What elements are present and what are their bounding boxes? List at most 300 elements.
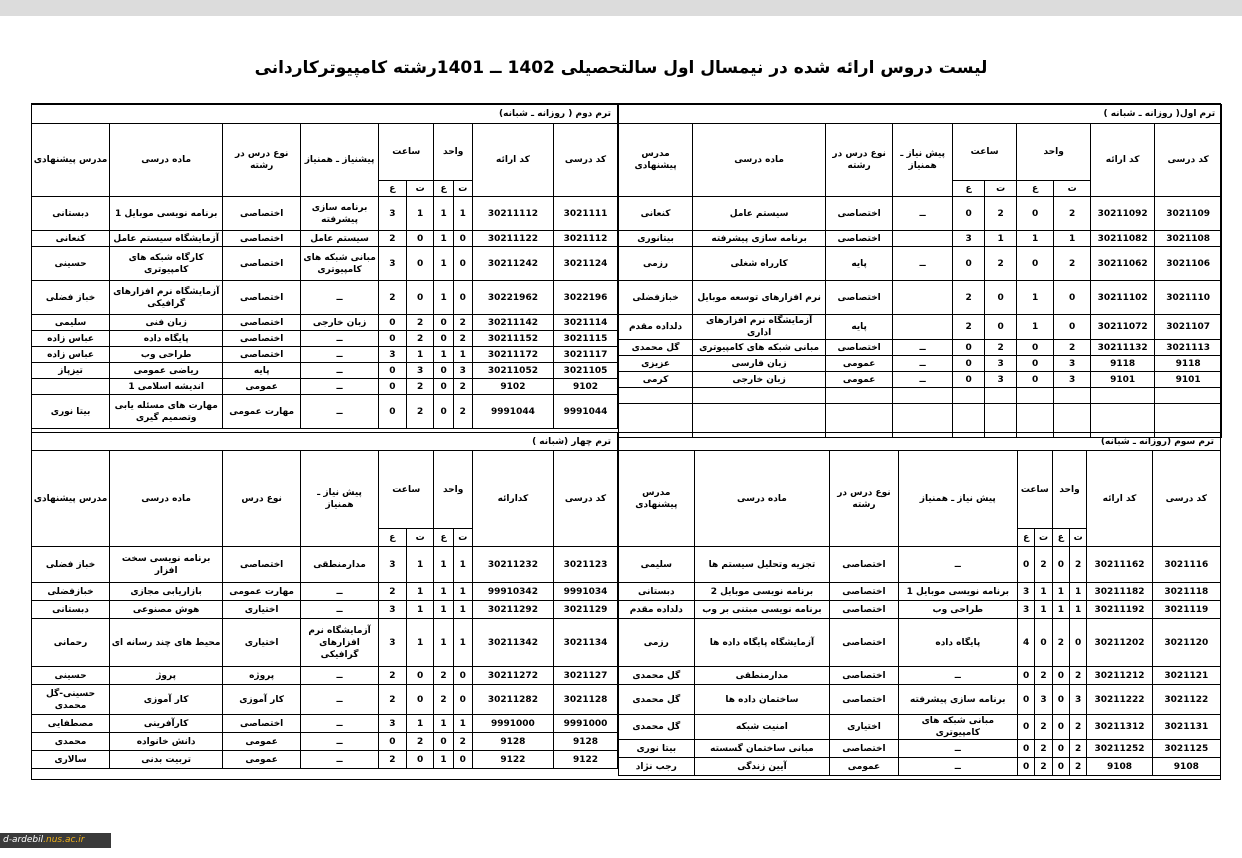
term4-cell-unit-a: 2: [434, 685, 453, 715]
term2-cell-offer-code: 30211242: [472, 247, 553, 281]
term1-cell-unit-t: 0: [1054, 315, 1091, 340]
term1-empty-cell: [693, 388, 826, 404]
term3-cell-code: 3021118: [1152, 583, 1220, 601]
term3-cell-code: 3021121: [1152, 667, 1220, 685]
term1-cell-hour-a: 3: [953, 231, 985, 247]
term4-cell-subject: کار آموزی: [110, 685, 223, 715]
term1-cell-unit-t: 0: [1054, 281, 1091, 315]
term1-empty-cell: [1091, 388, 1155, 404]
term3-cell-code: 3021131: [1152, 715, 1220, 740]
term3-cell-code: 9108: [1152, 758, 1220, 776]
term1-cell-subject: کارراه شغلی: [693, 247, 826, 281]
term2-cell-type: عمومی: [223, 379, 301, 395]
term1-cell-subject: مبانی شبکه های کامپیوتری: [693, 340, 826, 356]
watermark-suffix: .nus.ac.ir: [43, 835, 85, 845]
term1-cell-type: اختصاصی: [826, 231, 893, 247]
term1-cell-hour-t: 2: [985, 247, 1017, 281]
term2-cell-prereq: ــ: [301, 395, 379, 429]
term3-h-hour-t: ت: [1035, 529, 1052, 547]
term2-cell-subject: آزمایشگاه نرم افزارهای گرافیکی: [110, 281, 223, 315]
term1-h-unit-a: ع: [1017, 181, 1054, 197]
term3-cell-hour-a: 3: [1017, 601, 1034, 619]
term3-h-code: کد درسی: [1152, 451, 1220, 547]
term1-cell-teacher: بیتانوری: [619, 231, 693, 247]
term2-cell-prereq: ــ: [301, 281, 379, 315]
term3-h-type: نوع درس در رشته: [830, 451, 898, 547]
term3-h-hour-a: ع: [1017, 529, 1034, 547]
term2-cell-unit-t: 2: [453, 315, 472, 331]
table-row: [32, 395, 618, 429]
term3-cell-unit-t: 1: [1070, 583, 1087, 601]
term2-cell-offer-code: 9991044: [472, 395, 553, 429]
term2-cell-code: 9102: [553, 379, 617, 395]
term2-cell-unit-a: 0: [434, 363, 453, 379]
term3-cell-teacher: گل محمدی: [619, 685, 695, 715]
term4-cell-subject: بازاریابی مجازی: [110, 583, 223, 601]
term2-cell-hour-t: 2: [406, 331, 434, 347]
term4-cell-offer-code: 99910342: [472, 583, 553, 601]
term4-cell-subject: کارآفرینی: [110, 715, 223, 733]
table-row: [32, 583, 618, 601]
term4-cell-prereq: مدارمنطقی: [301, 547, 379, 583]
term1-cell-unit-a: 1: [1017, 231, 1054, 247]
term1-cell-offer-code: 30211082: [1091, 231, 1155, 247]
term1-h-subject: ماده درسی: [693, 124, 826, 197]
term2-cell-prereq: ــ: [301, 379, 379, 395]
term3-cell-teacher: گل محمدی: [619, 715, 695, 740]
table-row: [619, 388, 1222, 404]
term4-cell-prereq: ــ: [301, 751, 379, 769]
term2-cell-hour-t: 2: [406, 379, 434, 395]
term2-cell-type: اختصاصی: [223, 331, 301, 347]
term1-cell-subject: زبان فارسی: [693, 356, 826, 372]
term4-cell-unit-a: 1: [434, 715, 453, 733]
term3-h-subject: ماده درسی: [694, 451, 830, 547]
term1-cell-code: 9101: [1155, 372, 1222, 388]
table-row: [619, 315, 1222, 340]
term1-h-unit-t: ت: [1054, 181, 1091, 197]
term1-cell-hour-t: 0: [985, 315, 1017, 340]
term2-cell-code: 3022196: [553, 281, 617, 315]
term1-cell-offer-code: 30211062: [1091, 247, 1155, 281]
term4-cell-hour-t: 1: [406, 715, 434, 733]
term4-cell-teacher: رحمانی: [32, 619, 110, 667]
term3-cell-subject: مبانی ساختمان گسسته: [694, 740, 830, 758]
term1-cell-code: 3021113: [1155, 340, 1222, 356]
term4-cell-unit-a: 1: [434, 583, 453, 601]
term4-cell-unit-t: 0: [453, 685, 472, 715]
term3-cell-teacher: دلداده مقدم: [619, 601, 695, 619]
term4-cell-code: 3021134: [553, 619, 617, 667]
term4-cell-type: اختصاصی: [223, 547, 301, 583]
term1-cell-hour-a: 0: [953, 340, 985, 356]
term2-cell-hour-t: 1: [406, 347, 434, 363]
term4-cell-hour-a: 3: [378, 619, 406, 667]
term3-cell-subject: آیین زندگی: [694, 758, 830, 776]
term2-cell-hour-a: 0: [379, 379, 407, 395]
term1-cell-hour-a: 2: [953, 315, 985, 340]
term3-cell-hour-a: 0: [1017, 758, 1034, 776]
term1-cell-unit-t: 3: [1054, 372, 1091, 388]
term3-cell-hour-a: 0: [1017, 547, 1034, 583]
term4-cell-code: 9128: [553, 733, 617, 751]
term4-cell-offer-code: 30211282: [472, 685, 553, 715]
term3-cell-hour-t: 1: [1035, 583, 1052, 601]
term4-cell-prereq: آزمایشگاه نرم افزارهای گرافیکی: [301, 619, 379, 667]
term2-cell-hour-t: 0: [406, 247, 434, 281]
table-row: [32, 667, 618, 685]
term3-cell-teacher: رزمی: [619, 619, 695, 667]
term1-cell-unit-a: 0: [1017, 247, 1054, 281]
term3-cell-offer-code: 30211312: [1087, 715, 1152, 740]
term2-cell-prereq: مبانی شبکه های کامپیوتری: [301, 247, 379, 281]
term3-cell-hour-a: 0: [1017, 667, 1034, 685]
term1-table: [618, 104, 1222, 438]
term1-cell-unit-a: 0: [1017, 372, 1054, 388]
table-row: [32, 601, 618, 619]
term2-cell-unit-a: 0: [434, 315, 453, 331]
term2-cell-hour-a: 3: [379, 247, 407, 281]
term3-cell-type: اختیاری: [830, 715, 898, 740]
term4-h-subject: ماده درسی: [110, 451, 223, 547]
term2-cell-hour-a: 2: [379, 281, 407, 315]
term2-cell-hour-t: 3: [406, 363, 434, 379]
term4-cell-prereq: ــ: [301, 733, 379, 751]
term4-cell-offer-code: 30211342: [472, 619, 553, 667]
term4-cell-code: 9122: [553, 751, 617, 769]
term4-cell-hour-t: 1: [406, 601, 434, 619]
term3-h-teacher: مدرس پیشنهادی: [619, 451, 695, 547]
term4-cell-unit-t: 2: [453, 733, 472, 751]
term1-cell-code: 3021106: [1155, 247, 1222, 281]
term3-cell-offer-code: 30211162: [1087, 547, 1152, 583]
term3-cell-subject: تجزیه وتحلیل سیستم ها: [694, 547, 830, 583]
term4-h-unit-t: ت: [453, 529, 472, 547]
term1-cell-code: 3021108: [1155, 231, 1222, 247]
term2-cell-offer-code: 30211122: [472, 231, 553, 247]
term4-cell-teacher: خبازفضلی: [32, 583, 110, 601]
term1-cell-unit-a: 0: [1017, 340, 1054, 356]
table-row: [32, 751, 618, 769]
term2-cell-prereq: ــ: [301, 347, 379, 363]
term3-cell-hour-a: 0: [1017, 685, 1034, 715]
term4-cell-teacher: حسینی-گل محمدی: [32, 685, 110, 715]
term4-cell-prereq: ــ: [301, 583, 379, 601]
term2-cell-unit-a: 0: [434, 395, 453, 429]
term1-cell-type: اختصاصی: [826, 281, 893, 315]
term4-cell-hour-t: 1: [406, 619, 434, 667]
term3-cell-offer-code: 30211212: [1087, 667, 1152, 685]
term2-title: ترم دوم ( روزانه ـ شبانه): [32, 105, 618, 124]
term1-cell-unit-t: 1: [1054, 231, 1091, 247]
table-row: [619, 619, 1221, 667]
term4-cell-code: 3021127: [553, 667, 617, 685]
term3-cell-type: عمومی: [830, 758, 898, 776]
term2-cell-teacher: خباز فضلی: [32, 281, 110, 315]
term3-cell-type: اختصاصی: [830, 583, 898, 601]
term2-cell-subject: طراحی وب: [110, 347, 223, 363]
term2-cell-offer-code: 9102: [472, 379, 553, 395]
term3-cell-teacher: سلیمی: [619, 547, 695, 583]
term3-h-prereq: پیش نیاز ـ همنیاز: [898, 451, 1017, 547]
table-row: [619, 715, 1221, 740]
term2-cell-hour-t: 0: [406, 231, 434, 247]
term3-cell-type: اختصاصی: [830, 547, 898, 583]
term4-cell-type: پروژه: [223, 667, 301, 685]
term4-cell-prereq: ــ: [301, 685, 379, 715]
term3-cell-prereq: مبانی شبکه های کامپیوتری: [898, 715, 1017, 740]
term3-cell-subject: ساختمان داده ها: [694, 685, 830, 715]
term2-cell-hour-a: 0: [379, 363, 407, 379]
term1-cell-type: عمومی: [826, 372, 893, 388]
term4-h-hour: ساعت: [378, 451, 433, 529]
term4-cell-prereq: ــ: [301, 667, 379, 685]
term3-cell-hour-t: 2: [1035, 740, 1052, 758]
term3-cell-type: اختصاصی: [830, 667, 898, 685]
term3-cell-subject: آزمایشگاه پایگاه داده ها: [694, 619, 830, 667]
term3-cell-prereq: پایگاه داده: [898, 619, 1017, 667]
term2-cell-subject: کارگاه شبکه های کامپیوتری: [110, 247, 223, 281]
term2-h-code: کد درسی: [553, 124, 617, 197]
term4-cell-unit-t: 1: [453, 715, 472, 733]
term2-cell-teacher: بیتا نوری: [32, 395, 110, 429]
term1-cell-unit-a: 0: [1017, 197, 1054, 231]
table-row: [32, 347, 618, 363]
table-row: [619, 372, 1222, 388]
term2-cell-teacher: عباس زاده: [32, 347, 110, 363]
term1-cell-prereq: ــ: [893, 197, 953, 231]
term1-cell-subject: نرم افزارهای توسعه موبایل: [693, 281, 826, 315]
table-row: [619, 231, 1222, 247]
term4-cell-type: اختیاری: [223, 601, 301, 619]
table-row: [619, 685, 1221, 715]
term4-h-code: کد درسی: [553, 451, 617, 547]
term1-cell-offer-code: 30211072: [1091, 315, 1155, 340]
term2-cell-type: اختصاصی: [223, 247, 301, 281]
term1-empty-cell: [619, 388, 693, 404]
term4-cell-code: 9991000: [553, 715, 617, 733]
table-row: [32, 315, 618, 331]
term4-cell-unit-a: 1: [434, 619, 453, 667]
top-bar: [0, 0, 1242, 16]
term4-cell-hour-t: 0: [406, 685, 434, 715]
term1-cell-offer-code: 9101: [1091, 372, 1155, 388]
term2-cell-teacher: عباس زاده: [32, 331, 110, 347]
term3-cell-subject: برنامه نویسی مبتنی بر وب: [694, 601, 830, 619]
term1-empty-cell: [1054, 388, 1091, 404]
term3-cell-unit-a: 0: [1052, 758, 1069, 776]
term1-cell-hour-a: 0: [953, 247, 985, 281]
term1-cell-hour-a: 0: [953, 197, 985, 231]
term2-cell-hour-t: 2: [406, 395, 434, 429]
table-row: [619, 601, 1221, 619]
term1-cell-offer-code: 9118: [1091, 356, 1155, 372]
term1-cell-hour-t: 1: [985, 231, 1017, 247]
term1-cell-teacher: کرمی: [619, 372, 693, 388]
table-row: [32, 715, 618, 733]
term4-cell-unit-t: 1: [453, 619, 472, 667]
term1-empty-cell: [953, 388, 985, 404]
table-row: [619, 247, 1222, 281]
term3-cell-teacher: گل محمدی: [619, 667, 695, 685]
term3-cell-unit-a: 0: [1052, 740, 1069, 758]
table-row: [32, 281, 618, 315]
term2-cell-subject: برنامه نویسی موبایل 1: [110, 197, 223, 231]
term4-cell-offer-code: 9991000: [472, 715, 553, 733]
term4-cell-hour-a: 3: [378, 715, 406, 733]
term2-cell-prereq: زبان خارجی: [301, 315, 379, 331]
term3-cell-code: 3021125: [1152, 740, 1220, 758]
term3-cell-type: اختصاصی: [830, 685, 898, 715]
term1-cell-type: اختصاصی: [826, 197, 893, 231]
term3-cell-code: 3021116: [1152, 547, 1220, 583]
term2-cell-unit-t: 1: [453, 197, 472, 231]
term1-cell-prereq: ــ: [893, 340, 953, 356]
term3-cell-unit-a: 0: [1052, 685, 1069, 715]
term3-cell-unit-t: 2: [1070, 758, 1087, 776]
term3-cell-teacher: دبستانی: [619, 583, 695, 601]
term3-cell-type: اختصاصی: [830, 740, 898, 758]
term3-cell-unit-t: 0: [1070, 619, 1087, 667]
term2-cell-unit-t: 2: [453, 331, 472, 347]
term3-cell-teacher: رجب نژاد: [619, 758, 695, 776]
term3-cell-code: 3021120: [1152, 619, 1220, 667]
term1-cell-prereq: [893, 231, 953, 247]
term1-cell-hour-t: 3: [985, 356, 1017, 372]
term3-cell-offer-code: 9108: [1087, 758, 1152, 776]
table-row: [32, 733, 618, 751]
term2-cell-unit-t: 3: [453, 363, 472, 379]
term3-cell-hour-t: 2: [1035, 715, 1052, 740]
term1-cell-hour-t: 2: [985, 340, 1017, 356]
table-row: [32, 379, 618, 395]
term1-cell-prereq: [893, 315, 953, 340]
term3-cell-hour-t: 2: [1035, 667, 1052, 685]
term4-cell-hour-t: 0: [406, 667, 434, 685]
term3-cell-unit-a: 0: [1052, 667, 1069, 685]
term4-cell-offer-code: 30211292: [472, 601, 553, 619]
term2-h-offer: کد ارائه: [472, 124, 553, 197]
term3-cell-prereq: برنامه نویسی موبایل 1: [898, 583, 1017, 601]
term3-cell-code: 3021119: [1152, 601, 1220, 619]
term1-cell-teacher: خبازفضلی: [619, 281, 693, 315]
term3-cell-prereq: ــ: [898, 758, 1017, 776]
watermark-prefix: d-ardebil: [3, 835, 44, 845]
term3-cell-subject: برنامه نویسی موبایل 2: [694, 583, 830, 601]
term4-cell-teacher: سالاری: [32, 751, 110, 769]
term3-cell-hour-a: 0: [1017, 740, 1034, 758]
term1-cell-hour-a: 0: [953, 372, 985, 388]
term3-cell-offer-code: 30211192: [1087, 601, 1152, 619]
term2-cell-hour-a: 0: [379, 315, 407, 331]
term2-cell-unit-a: 1: [434, 247, 453, 281]
term2-cell-teacher: [32, 379, 110, 395]
term1-cell-prereq: ــ: [893, 372, 953, 388]
site-watermark: [0, 833, 111, 848]
table-row: [32, 247, 618, 281]
term2-h-unit-a: ع: [434, 181, 453, 197]
term1-h-unit: واحد: [1017, 124, 1091, 181]
term3-cell-unit-t: 2: [1070, 547, 1087, 583]
term3-cell-offer-code: 30211182: [1087, 583, 1152, 601]
term4-cell-unit-a: 0: [434, 733, 453, 751]
term3-cell-prereq: طراحی وب: [898, 601, 1017, 619]
term2-cell-teacher: سلیمی: [32, 315, 110, 331]
term2-cell-type: مهارت عمومی: [223, 395, 301, 429]
term4-cell-teacher: دبستانی: [32, 601, 110, 619]
term1-cell-teacher: گل محمدی: [619, 340, 693, 356]
term1-cell-subject: زبان خارجی: [693, 372, 826, 388]
term2-cell-hour-a: 2: [379, 231, 407, 247]
term4-cell-unit-t: 1: [453, 601, 472, 619]
term1-cell-subject: برنامه سازی پیشرفته: [693, 231, 826, 247]
term3-cell-hour-a: 4: [1017, 619, 1034, 667]
term2-cell-prereq: برنامه سازی پیشرفته: [301, 197, 379, 231]
table-row: [32, 231, 618, 247]
term1-cell-subject: آزمایشگاه نرم افزارهای اداری: [693, 315, 826, 340]
term1-cell-unit-t: 2: [1054, 197, 1091, 231]
table-row: [32, 547, 618, 583]
term2-h-hour: ساعت: [379, 124, 434, 181]
term3-cell-unit-a: 1: [1052, 601, 1069, 619]
term4-cell-unit-t: 0: [453, 751, 472, 769]
term3-cell-type: اختصاصی: [830, 601, 898, 619]
term1-h-type: نوع درس در رشته: [826, 124, 893, 197]
term2-h-hour-a: ع: [379, 181, 407, 197]
term2-cell-unit-a: 1: [434, 347, 453, 363]
term3-h-unit-a: ع: [1052, 529, 1069, 547]
term4-cell-type: عمومی: [223, 751, 301, 769]
term4-cell-offer-code: 9128: [472, 733, 553, 751]
term4-cell-teacher: خباز فضلی: [32, 547, 110, 583]
term2-cell-type: اختصاصی: [223, 197, 301, 231]
term2-cell-subject: ریاضی عمومی: [110, 363, 223, 379]
term1-h-offer: کد ارائه: [1091, 124, 1155, 197]
term4-h-type: نوع درس: [223, 451, 301, 547]
term2-cell-subject: اندیشه اسلامی 1: [110, 379, 223, 395]
term1-cell-teacher: عزیزی: [619, 356, 693, 372]
term3-cell-prereq: ــ: [898, 740, 1017, 758]
term1-cell-hour-t: 0: [985, 281, 1017, 315]
term1-cell-teacher: دلداده مقدم: [619, 315, 693, 340]
term3-h-unit-t: ت: [1070, 529, 1087, 547]
term3-table: [618, 432, 1221, 776]
term4-cell-unit-t: 1: [453, 583, 472, 601]
term2-cell-unit-t: 0: [453, 247, 472, 281]
term4-cell-subject: پروژ: [110, 667, 223, 685]
term4-h-teacher: مدرس پیشنهادی: [32, 451, 110, 547]
term2-cell-unit-t: 2: [453, 395, 472, 429]
table-row: [32, 197, 618, 231]
term4-cell-hour-a: 2: [378, 751, 406, 769]
term1-empty-cell: [1017, 388, 1054, 404]
term4-cell-offer-code: 30211232: [472, 547, 553, 583]
term3-cell-unit-t: 2: [1070, 667, 1087, 685]
term3-cell-hour-a: 0: [1017, 715, 1034, 740]
table-row: [619, 356, 1222, 372]
term2-cell-unit-t: 0: [453, 281, 472, 315]
term1-h-hour-t: ت: [985, 181, 1017, 197]
term4-cell-unit-t: 1: [453, 547, 472, 583]
term4-title: ترم چهار (شبانه ): [32, 433, 618, 451]
term3-h-offer: کد ارائه: [1087, 451, 1152, 547]
term2-h-subject: ماده درسی: [110, 124, 223, 197]
term4-cell-hour-t: 1: [406, 583, 434, 601]
term3-h-hour: ساعت: [1017, 451, 1052, 529]
term1-cell-type: عمومی: [826, 356, 893, 372]
term2-cell-offer-code: 30211152: [472, 331, 553, 347]
term3-cell-hour-a: 3: [1017, 583, 1034, 601]
